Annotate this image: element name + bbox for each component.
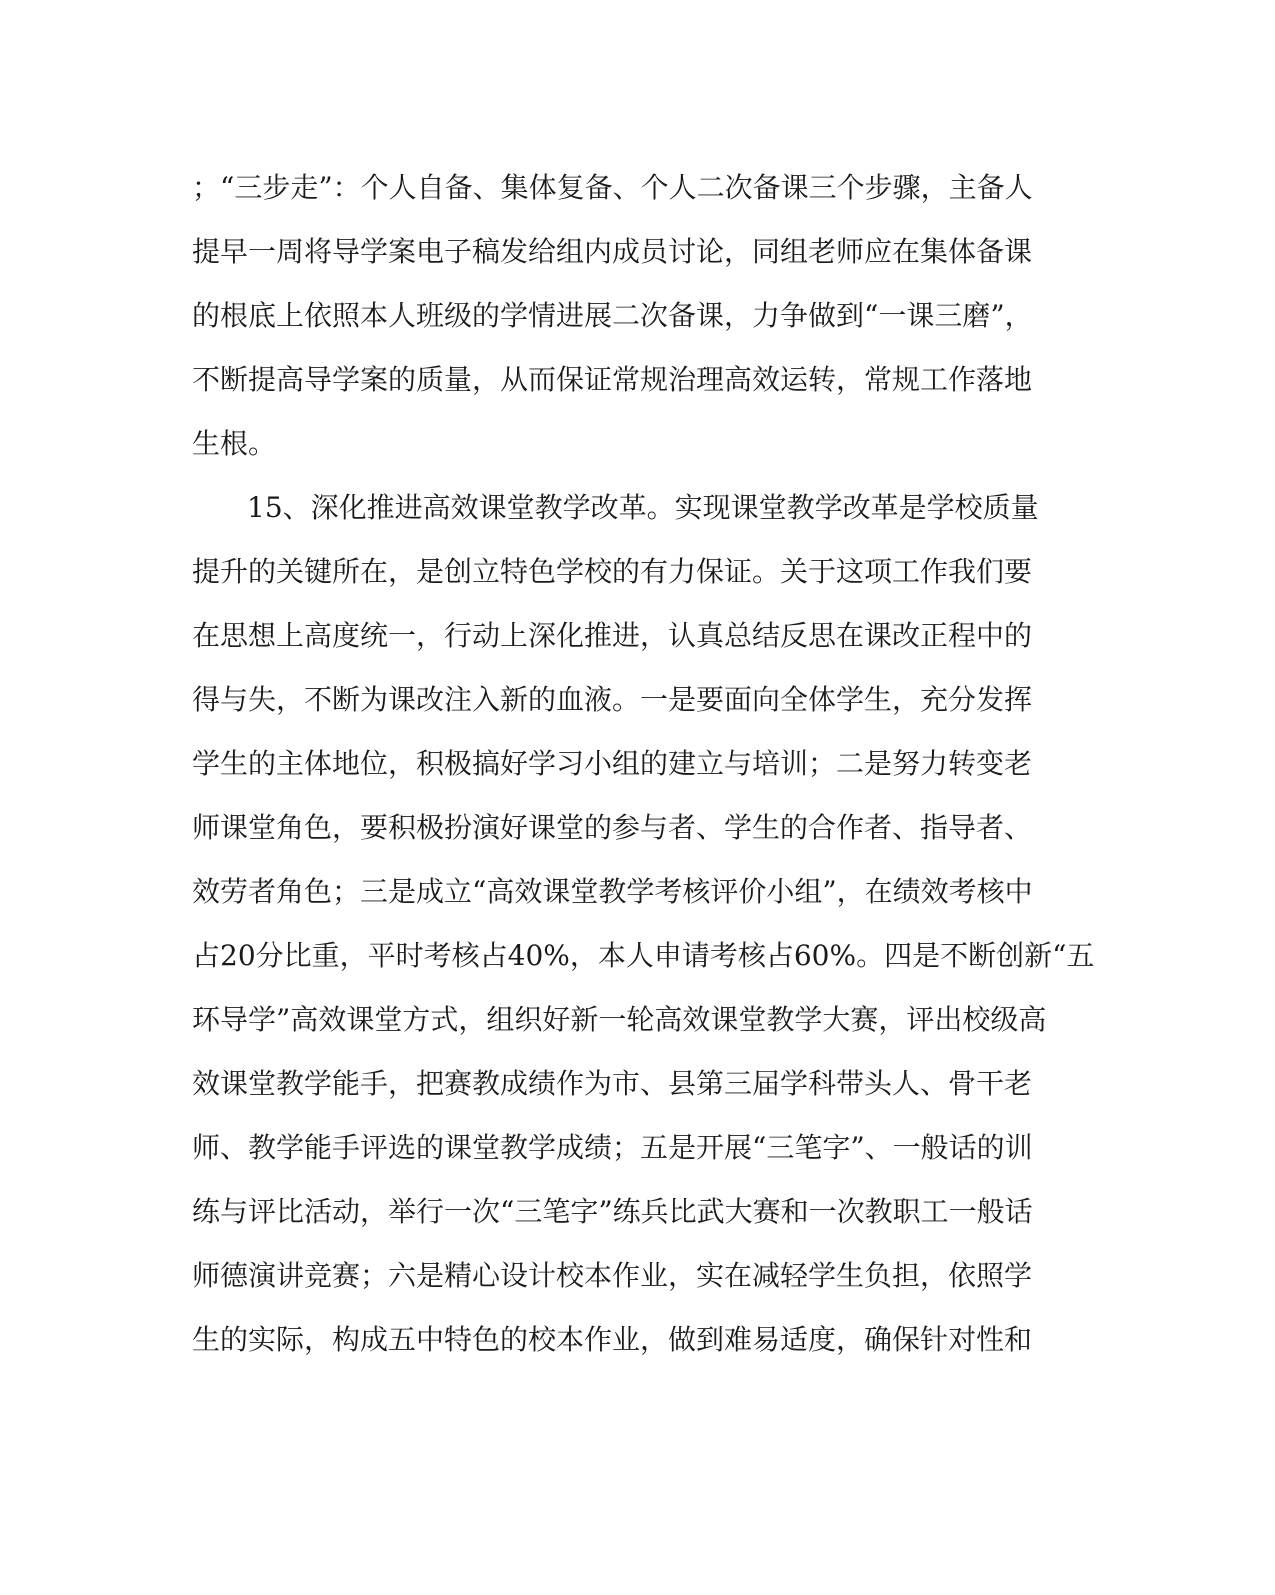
paragraph-2-line-1: 15、深化推进高效课堂教学改革。实现课堂教学改革是学校质量 [247, 491, 1039, 524]
paragraph-2-line-14: 生的实际，构成五中特色的校本作业，做到难易适度，确保针对性和 [192, 1323, 1033, 1356]
paragraph-2-line-3: 在思想上高度统一，行动上深化推进，认真总结反思在课改正程中的 [192, 619, 1033, 652]
paragraph-2-line-4: 得与失，不断为课改注入新的血液。一是要面向全体学生，充分发挥 [192, 683, 1033, 716]
paragraph-2-line-10: 效课堂教学能手，把赛教成绩作为市、县第三届学科带头人、骨干老 [192, 1067, 1033, 1100]
paragraph-2-line-9: 环导学”高效课堂方式，组织好新一轮高效课堂教学大赛，评出校级高 [192, 1003, 1047, 1036]
paragraph-1-line-3: 的根底上依照本人班级的学情进展二次备课，力争做到“一课三磨”， [192, 299, 1033, 332]
paragraph-2-line-5: 学生的主体地位，积极搞好学习小组的建立与培训；二是努力转变老 [192, 747, 1033, 780]
paragraph-1-line-2: 提早一周将导学案电子稿发给组内成员讨论，同组老师应在集体备课 [192, 235, 1033, 268]
paragraph-1-line-4: 不断提高导学案的质量，从而保证常规治理高效运转，常规工作落地 [192, 363, 1033, 396]
paragraph-2-line-7: 效劳者角色；三是成立“高效课堂教学考核评价小组”，在绩效考核中 [192, 875, 1033, 908]
paragraph-2-line-8: 占20分比重，平时考核占40%，本人申请考核占60%。四是不断创新“五 [192, 939, 1095, 972]
paragraph-2-line-6: 师课堂角色，要积极扮演好课堂的参与者、学生的合作者、指导者、 [192, 811, 1033, 844]
paragraph-1-line-5: 生根。 [192, 427, 277, 460]
paragraph-2-line-13: 师德演讲竞赛；六是精心设计校本作业，实在减轻学生负担，依照学 [192, 1259, 1033, 1292]
paragraph-1-line-1: ；“三步走”：个人自备、集体复备、个人二次备课三个步骤，主备人 [192, 171, 1033, 204]
paragraph-2-line-11: 师、教学能手评选的课堂教学成绩；五是开展“三笔字”、一般话的训 [192, 1131, 1033, 1164]
paragraph-2-line-2: 提升的关键所在，是创立特色学校的有力保证。关于这项工作我们要 [192, 555, 1033, 588]
paragraph-2-line-12: 练与评比活动，举行一次“三笔字”练兵比武大赛和一次教职工一般话 [192, 1195, 1033, 1228]
